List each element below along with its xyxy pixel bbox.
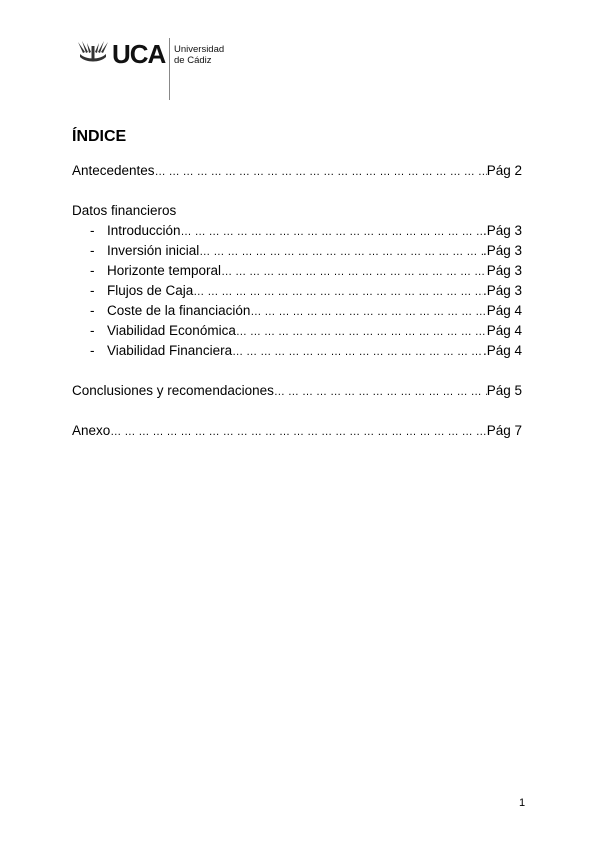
toc-subentry-text: Inversión inicial	[107, 243, 200, 258]
toc-subentry-text: Flujos de Caja	[107, 283, 194, 298]
dot-leader	[181, 222, 483, 242]
toc-subentry-page: .Pág 3	[482, 223, 522, 238]
list-bullet: -	[90, 223, 95, 238]
dot-leader	[250, 302, 486, 322]
logo-name-line2: de Cádiz	[174, 55, 212, 66]
toc-subentry-label	[90, 241, 199, 261]
toc-subentry-horizonte-temporal[interactable]	[72, 261, 522, 281]
list-bullet: -	[90, 243, 95, 258]
toc-entry-page: Pág 2	[486, 163, 522, 178]
spacer	[72, 181, 522, 201]
list-bullet: -	[90, 263, 95, 278]
table-of-contents	[72, 161, 522, 441]
toc-entry-anexo[interactable]	[72, 421, 522, 441]
uca-emblem-icon	[76, 40, 110, 66]
dot-leader	[236, 322, 487, 342]
toc-subentry-introduccion[interactable]	[72, 221, 522, 241]
spacer	[72, 401, 522, 421]
toc-subentry-label	[90, 221, 181, 241]
toc-subentry-viabilidad-financiera[interactable]	[72, 341, 522, 361]
dot-leader	[199, 242, 483, 262]
toc-subentry-page: .Pág 4	[482, 343, 522, 358]
toc-subentry-page: Pág 4	[486, 323, 522, 338]
toc-subentry-page: Pág 3	[486, 263, 522, 278]
toc-subentry-label	[90, 321, 236, 341]
logo-acronym: UCA	[112, 39, 166, 69]
page-number: 1	[519, 797, 526, 809]
toc-entry-label: Antecedentes	[72, 163, 155, 178]
toc-subentry-viabilidad-economica[interactable]	[72, 321, 522, 341]
toc-entry-antecedentes[interactable]	[72, 161, 522, 181]
toc-group-datos-financieros[interactable]: Datos financieros	[72, 203, 177, 218]
toc-subentry-text: Viabilidad Financiera	[107, 343, 233, 358]
toc-subentry-text: Viabilidad Económica	[107, 323, 236, 338]
list-bullet: -	[90, 303, 95, 318]
list-bullet: -	[90, 343, 95, 358]
dot-leader	[155, 162, 487, 182]
toc-entry-label: Conclusiones y recomendaciones	[72, 383, 274, 398]
logo-divider	[169, 38, 170, 100]
dot-leader	[110, 422, 486, 442]
spacer	[72, 361, 522, 381]
dot-leader	[221, 262, 487, 282]
toc-entry-label: Anexo	[72, 423, 111, 438]
toc-entry-page: Pág 7	[486, 423, 522, 438]
toc-subentry-text: Introducción	[107, 223, 181, 238]
dot-leader	[193, 282, 483, 302]
dot-leader	[232, 342, 483, 362]
list-bullet: -	[90, 323, 95, 338]
list-bullet: -	[90, 283, 95, 298]
toc-subentry-text: Coste de la financiación	[107, 303, 251, 318]
toc-entry-page: Pág 5	[486, 383, 522, 398]
toc-subentry-coste-financiacion[interactable]	[72, 301, 522, 321]
toc-subentry-page: Pág 4	[486, 303, 522, 318]
toc-subentry-label	[90, 261, 221, 281]
logo-name-line1: Universidad	[174, 44, 225, 55]
toc-subentry-label	[90, 341, 232, 361]
toc-title: ÍNDICE	[72, 128, 127, 145]
logo-university-name	[174, 44, 224, 66]
toc-subentry-page: .Pág 3	[482, 243, 522, 258]
toc-subentry-page: .Pág 3	[482, 283, 522, 298]
toc-subentry-inversion-inicial[interactable]	[72, 241, 522, 261]
toc-subentry-flujos-de-caja[interactable]	[72, 281, 522, 301]
toc-subentry-label	[90, 281, 193, 301]
toc-entry-conclusiones[interactable]	[72, 381, 522, 401]
dot-leader	[274, 382, 487, 402]
toc-subentry-text: Horizonte temporal	[107, 263, 222, 278]
toc-subentry-label	[90, 301, 250, 321]
